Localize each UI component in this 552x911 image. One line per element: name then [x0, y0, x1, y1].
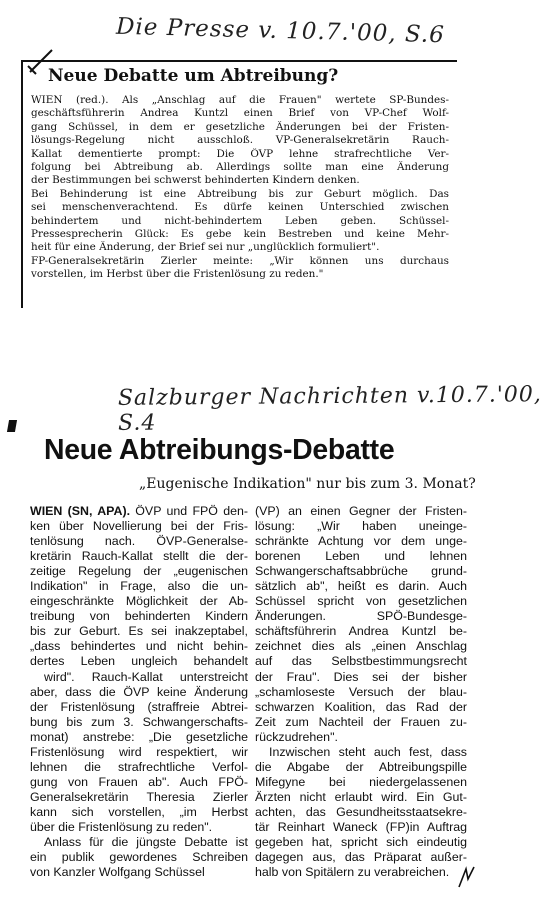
text-line: lösung: „Wir haben uneinge-	[255, 519, 467, 534]
text-line: bung bis zum 3. Schwangerschafts-	[30, 714, 248, 729]
text-line: Ärzten nicht erlaubt wird. Ein Gut-	[255, 789, 467, 804]
text-line: Generalsekretärin Theresia Zierler	[30, 789, 248, 804]
clipping2-headline: Neue Abtreibungs-Debatte	[44, 434, 395, 466]
text-line: lehnen die strafrechtliche Verfol-	[30, 759, 248, 774]
text-line: schwarzen Koalition, das Rad der	[255, 699, 467, 714]
text-line: Indikation" in Frage, also die un-	[30, 579, 248, 594]
text-line: heit für eine Änderung, der Brief sei nur „unglücklich formuliert".	[31, 241, 380, 254]
text-line: der Frau". Dies sei der bisher	[255, 669, 467, 684]
text-line: kretärin Rauch-Kallat stellt die der-	[30, 549, 248, 564]
text-line: zeitige Regelung der „eugenischen	[30, 564, 248, 579]
text-line: Zeit zum Nachteil der Frauen zu-	[255, 714, 467, 729]
text-line: ken über Novellierung bei der Fris-	[30, 519, 248, 534]
text-line: der Fristenlösung (straffreie Abtrei-	[30, 699, 248, 714]
text-line: „schamloseste Versuch der blau-	[255, 684, 467, 699]
text-line: behindertem und nicht-behindertem Leben geben. Schüssel-	[31, 214, 449, 227]
text-line: schränkte Achtung vor dem unge-	[255, 534, 467, 549]
text-line: Bei Behinderung ist eine Abtreibung bis zur Geburt möglich. Das	[31, 187, 449, 200]
text-line: achten, das Gesundheitsstaatsekre-	[255, 804, 467, 819]
clipping1-body	[31, 94, 449, 282]
text-line: Mifegyne bei niedergelassenen	[255, 774, 467, 789]
dateline: WIEN (SN, APA).	[30, 504, 131, 518]
text-line: gang Schüssel, in dem er gesetzliche Änderungen bei der Fristen-	[31, 120, 449, 133]
text-line: der Bestimmungen bei schwerst behinderten Kindern denken.	[31, 174, 360, 187]
text-line: Schüssel spricht von gesetzlichen	[255, 594, 467, 609]
text-line: ein publik gewordenes Schreiben	[30, 850, 248, 865]
text-line: wird". Rauch-Kallat unterstreicht	[44, 669, 248, 684]
text-line: schäftsführerin Andrea Kuntzl be-	[255, 624, 467, 639]
text-line: lösungs-Regelung nicht ausschloß. VP-Generalsekretärin Rauch-	[31, 134, 449, 147]
text-line: sätzlich ab", heißt es darin. Auch	[255, 579, 467, 594]
text-line: von Kanzler Wolfgang Schüssel	[30, 865, 205, 880]
text-line: WIEN (red.). Als „Anschlag auf die Frauen" wertete SP-Bundes-	[31, 94, 449, 106]
text-line: halb von Spitälern zu verabreichen.	[255, 865, 450, 880]
text-line: bis zur Geburt. Es sei inakzeptabel,	[30, 624, 248, 639]
text-line: Änderungen. SPÖ-Bundesge-	[255, 609, 467, 624]
text-line: geschäftsführerin Andrea Kuntzl einen Brief von VP-Chef Wolf-	[31, 107, 449, 120]
text-line: Schwangerschaftsabbrüche grund-	[255, 564, 467, 579]
text-line: eingeschränkte Möglichkeit der Ab-	[30, 594, 248, 609]
text-line: WIEN (SN, APA). ÖVP und FPÖ den-	[30, 504, 248, 518]
clipping1-headline: Neue Debatte um Abtreibung?	[48, 66, 339, 86]
text-line: rückzudrehen".	[255, 729, 338, 744]
text-line: auf das Selbstbestimmungsrecht	[255, 654, 467, 669]
text-line: „dass behindertes und nicht behin-	[30, 639, 248, 654]
margin-mark	[7, 420, 17, 432]
text-line: gung von Frauen ab". Auch FPÖ-	[30, 774, 248, 789]
text-line: folgung bei Abtreibung ab. Allerdings sollte man eine Änderung	[31, 161, 449, 174]
text-line: zeichnet dies als „einen Anschlag	[255, 639, 467, 654]
text-line: dertes Leben ungleich behandelt	[30, 654, 248, 669]
text-line: aber, dass die ÖVP keine Änderung	[30, 684, 248, 699]
text-line: Kallat dementierte prompt: Die ÖVP lehne strafrechtliche Ver-	[31, 147, 449, 160]
clipping2-column-1	[30, 504, 248, 880]
text-line: kann sich vorstellen, „im Herbst	[30, 804, 248, 819]
text-line: Inzwischen steht auch fest, dass	[269, 744, 467, 759]
clipping2-column-2	[255, 504, 467, 880]
text-line: (VP) an einen Gegner der Fristen-	[255, 504, 467, 518]
text-line: gegeben hat, spricht sich eindeutig	[255, 835, 467, 850]
text-line: vorstellen, im Herbst über die Fristenlösung zu reden."	[31, 268, 324, 281]
text-line: treibung von behinderten Kindern	[30, 609, 248, 624]
text-line: dagegen aus, das Präparat außer-	[255, 850, 467, 865]
text-line: sei menschenverachtend. Es dürfe keinen Unterschied zwischen	[31, 201, 449, 214]
clipping2-subheadline: „Eugenische Indikation" nur bis zum 3. Monat?	[139, 476, 476, 492]
text-line: Pressesprecherin Glück: Es gebe kein Bestreben und keine Mehr-	[31, 228, 449, 241]
end-marker-icon	[456, 865, 476, 889]
text-line: über die Fristenlösung zu reden".	[30, 819, 213, 834]
text-line: tenlösung nach. ÖVP-Generalse-	[30, 534, 248, 549]
text-line: monat) anstrebe: „Die gesetzliche	[30, 729, 248, 744]
text-line: FP-Generalsekretärin Zierler meinte: „Wir können uns durchaus	[31, 254, 449, 267]
text-line: die Abgabe der Abtreibungspille	[255, 759, 467, 774]
handwritten-source-note-middle: Salzburger Nachrichten v.10.7.'00, S.4	[117, 382, 542, 436]
handwritten-source-note-top: Die Presse v. 10.7.'00, S.6	[115, 13, 446, 49]
text-line: Fristenlösung wird respektiert, wir	[30, 744, 248, 759]
text-line: borenen Leben und lehnen	[255, 549, 467, 564]
text-line: Anlass für die jüngste Debatte ist	[44, 835, 248, 850]
text-line: tär Reinhart Waneck (FP)in Auftrag	[255, 819, 467, 834]
